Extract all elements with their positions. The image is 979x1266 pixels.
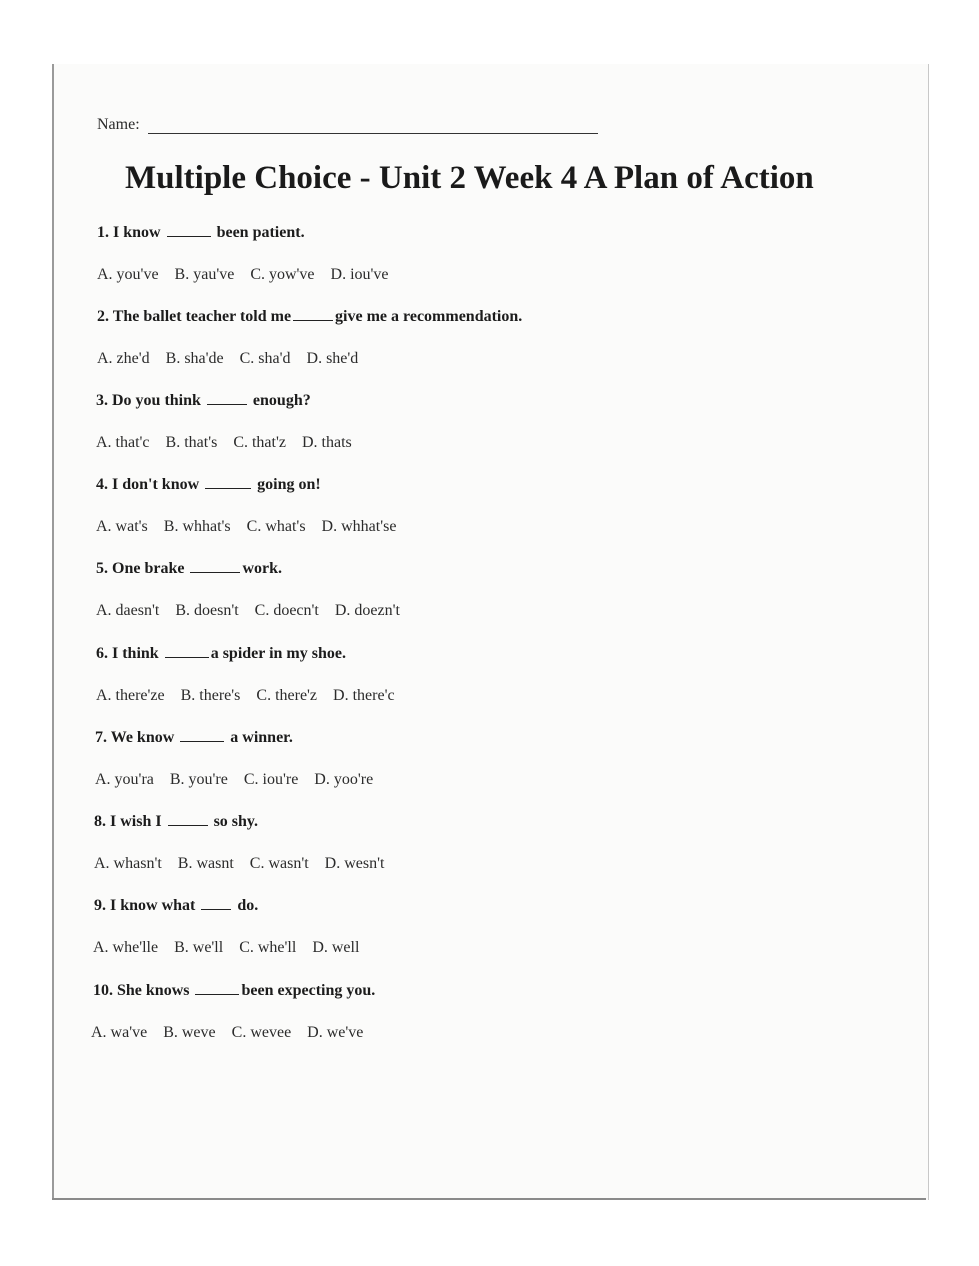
answer-blank [293, 308, 333, 321]
option-c: C. that'z [233, 434, 286, 451]
question-text: 3. Do you think [96, 392, 201, 409]
question-text: give me a recommendation. [335, 308, 523, 325]
answer-blank [180, 729, 224, 742]
question-6 [96, 645, 346, 663]
option-b: B. sha'de [165, 350, 224, 367]
option-c: C. wasn't [249, 855, 309, 872]
question-text: 4. I don't know [96, 476, 200, 493]
option-d: D. we've [307, 1024, 364, 1041]
option-c: C. there'z [256, 687, 318, 704]
answer-blank [195, 982, 239, 995]
option-c: C. doecn't [254, 602, 319, 619]
answer-blank [190, 560, 240, 573]
page-bottom-edge [52, 1198, 926, 1200]
question-2-options [97, 350, 374, 368]
option-c: C. iou're [243, 771, 299, 788]
option-b: B. we'll [174, 939, 224, 956]
option-c: C. sha'd [239, 350, 291, 367]
option-b: B. weve [163, 1024, 216, 1041]
question-3 [96, 392, 311, 410]
answer-blank [167, 224, 211, 237]
question-text: 6. I think [96, 645, 159, 662]
option-b: B. whhat's [163, 518, 231, 535]
question-text: 10. She knows [93, 982, 190, 999]
option-b: B. yau've [174, 266, 235, 283]
question-text: work. [242, 560, 283, 577]
question-text: been patient. [216, 224, 305, 241]
question-text: 8. I wish I [94, 813, 162, 830]
answer-blank [201, 897, 231, 910]
question-5 [96, 560, 282, 578]
question-9-options [93, 939, 375, 957]
option-d: D. whhat'se [321, 518, 397, 535]
question-text: 7. We know [95, 729, 175, 746]
option-b: B. there's [180, 687, 241, 704]
question-10-options [91, 1024, 379, 1042]
option-d: D. well [312, 939, 360, 956]
option-a: A. zhe'd [97, 350, 150, 367]
answer-blank [207, 392, 247, 405]
option-a: A. you'ra [95, 771, 154, 788]
answer-blank [205, 476, 251, 489]
option-d: D. there'c [333, 687, 395, 704]
option-a: A. daesn't [96, 602, 160, 619]
option-a: A. there'ze [96, 687, 165, 704]
answer-blank [168, 813, 208, 826]
option-b: B. you're [169, 771, 228, 788]
option-a: A. wa've [91, 1024, 148, 1041]
question-9 [94, 897, 258, 915]
option-d: D. doezn't [334, 602, 400, 619]
question-7-options [95, 771, 389, 789]
option-d: D. she'd [306, 350, 359, 367]
option-c: C. wevee [231, 1024, 292, 1041]
question-text: 9. I know what [94, 897, 196, 914]
question-1 [97, 224, 305, 242]
option-a: A. whe'lle [93, 939, 159, 956]
option-d: D. thats [301, 434, 352, 451]
question-text: a spider in my shoe. [210, 645, 346, 662]
option-a: A. you've [97, 266, 159, 283]
option-d: D. yoo're [314, 771, 374, 788]
option-c: C. whe'll [239, 939, 297, 956]
option-a: A. that'c [96, 434, 150, 451]
question-text: a winner. [230, 729, 293, 746]
option-c: C. yow've [250, 266, 315, 283]
question-6-options [96, 687, 411, 705]
question-4-options [96, 518, 412, 536]
option-a: A. whasn't [94, 855, 162, 872]
option-b: B. that's [165, 434, 218, 451]
question-8-options [94, 855, 400, 873]
option-b: B. doesn't [175, 602, 239, 619]
answer-blank [165, 645, 209, 658]
question-text: 2. The ballet teacher told me [97, 308, 292, 325]
question-4 [96, 476, 321, 494]
option-d: D. iou've [330, 266, 389, 283]
question-text: 5. One brake [96, 560, 185, 577]
question-2 [97, 308, 522, 326]
question-10 [93, 982, 375, 1000]
question-5-options [96, 602, 416, 620]
name-blank-line [148, 133, 598, 134]
option-c: C. what's [246, 518, 306, 535]
question-7 [95, 729, 293, 747]
question-text: 1. I know [97, 224, 161, 241]
question-8 [94, 813, 258, 831]
question-1-options [97, 266, 405, 284]
question-text: so shy. [213, 813, 259, 830]
page-title: Multiple Choice - Unit 2 Week 4 A Plan of Action [125, 160, 814, 196]
question-3-options [96, 434, 368, 452]
option-a: A. wat's [96, 518, 148, 535]
option-d: D. wesn't [324, 855, 385, 872]
question-text: enough? [252, 392, 311, 409]
question-text: going on! [257, 476, 321, 493]
option-b: B. wasnt [177, 855, 234, 872]
question-text: been expecting you. [241, 982, 376, 999]
name-label: Name: [97, 116, 140, 133]
question-text: do. [237, 897, 259, 914]
